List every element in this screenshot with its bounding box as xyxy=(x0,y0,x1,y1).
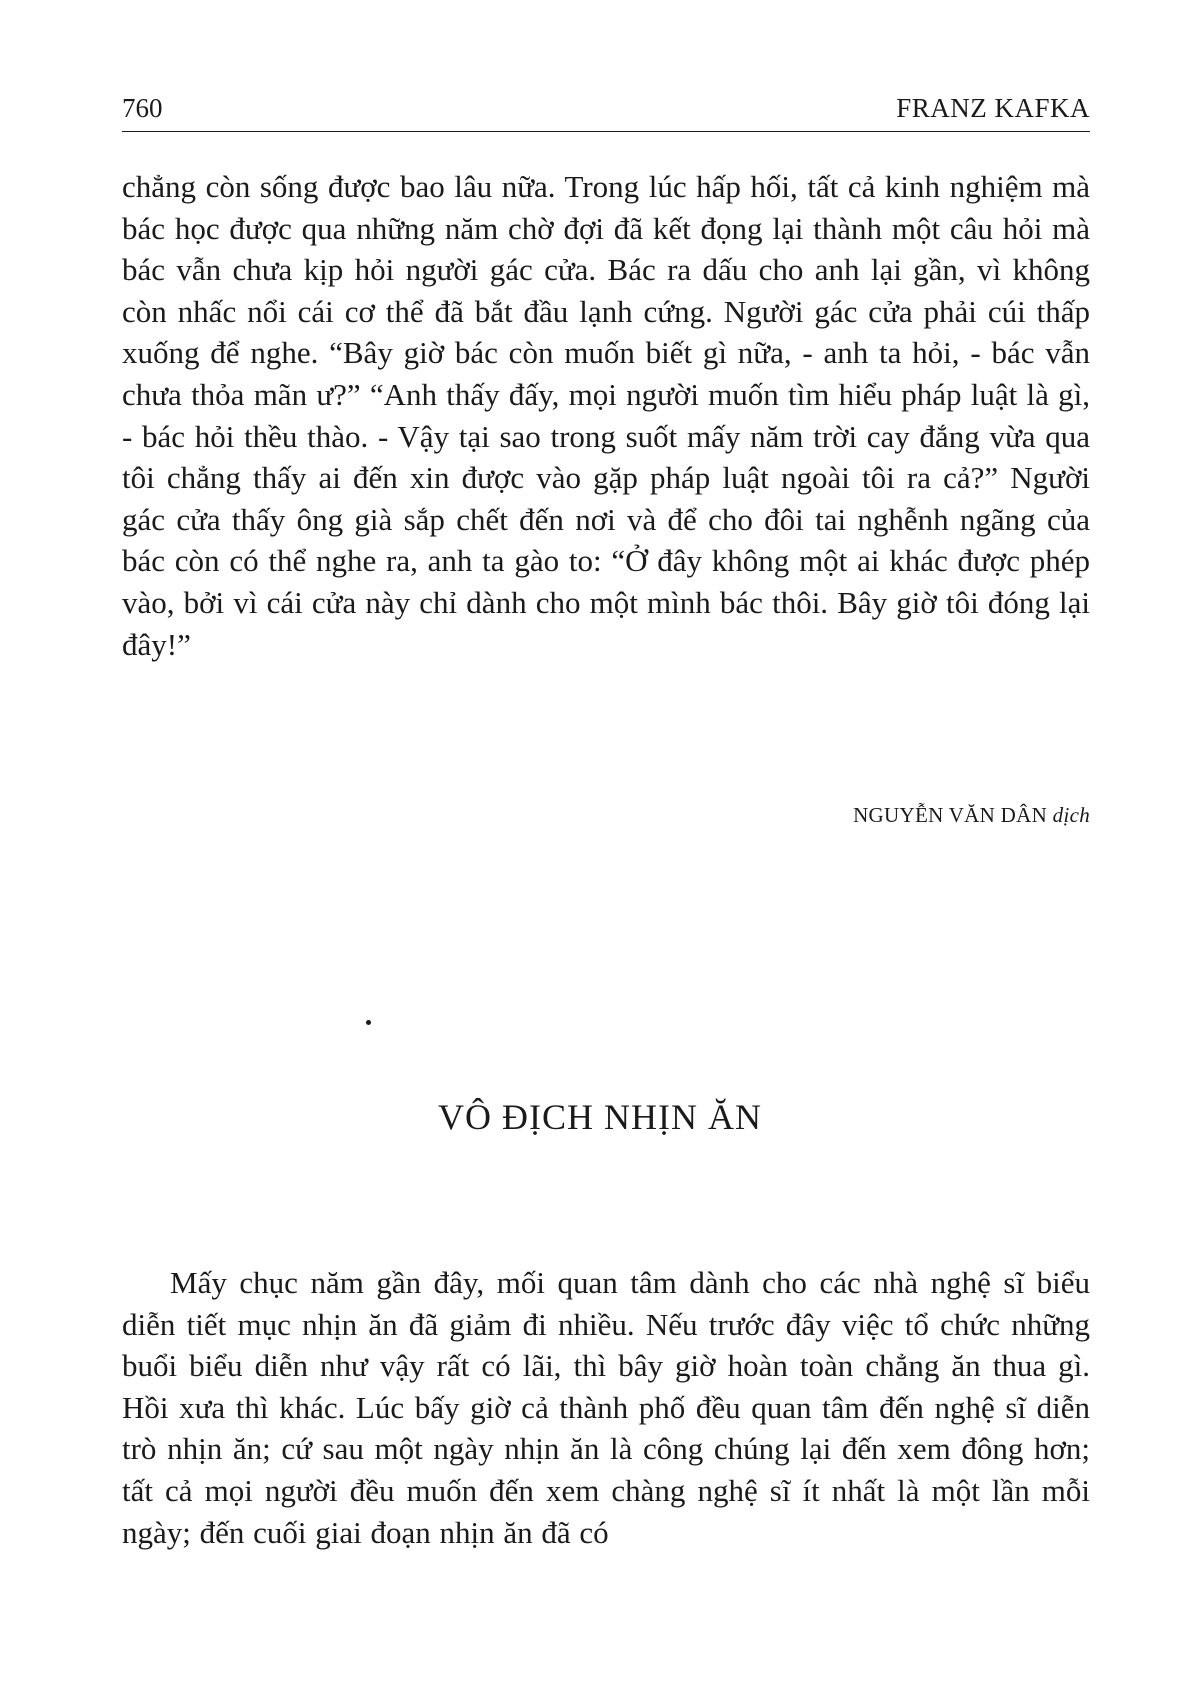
body-paragraph-1: chẳng còn sống được bao lâu nữa. Trong lúc hấp hối, tất cả kinh nghiệm mà bác học được qua những năm chờ đợi đã kết đọng lại thành một câu hỏi mà bác vẫn chưa kịp hỏi người gác cửa. Bác ra dấu cho anh lại gần, vì không còn nhấc nổi cái cơ thể đã bắt đầu lạnh cứng. Người gác cửa phải cúi thấp xuống để nghe. “Bây giờ bác còn muốn biết gì nữa, - anh ta hỏi, - bác vẫn chưa thỏa mãn ư?” “Anh thấy đấy, mọi người muốn tìm hiểu pháp luật là gì, - bác hỏi thều thào. - Vậy tại sao trong suốt mấy năm trời cay đắng vừa qua tôi chẳng thấy ai đến xin được vào gặp pháp luật ngoài tôi ra cả?” Người gác cửa thấy ông già sắp chết đến nơi và để cho đôi tai nghễnh ngãng của bác còn có thể nghe ra, anh ta gào to: “Ở đây không một ai khác được phép vào, bởi vì cái cửa này chỉ dành cho một mình bác thôi. Bây giờ tôi đóng lại đây!” xyxy=(122,169,1090,662)
body-paragraph-2: Mấy chục năm gần đây, mối quan tâm dành cho các nhà nghệ sĩ biểu diễn tiết mục nhịn ăn đã giảm đi nhiều. Nếu trước đây việc tổ chức những buổi biểu diễn như vậy rất có lãi, thì bây giờ hoàn toàn chẳng ăn thua gì. Hồi xưa thì khác. Lúc bấy giờ cả thành phố đều quan tâm đến nghệ sĩ diễn trò nhịn ăn; cứ sau một ngày nhịn ăn là công chúng lại đến xem đông hơn; tất cả mọi người đều muốn đến xem chàng nghệ sĩ ít nhất là một lần mỗi ngày; đến cuối giai đoạn nhịn ăn đã có xyxy=(122,1265,1090,1550)
translator-role: dịch xyxy=(1052,803,1090,827)
page-number: 760 xyxy=(122,93,163,123)
translator-name: NGUYỄN VĂN DÂN xyxy=(853,803,1048,827)
story-title: VÔ ĐỊCH NHỊN ĂN xyxy=(438,1097,762,1137)
header-rule xyxy=(122,131,1090,132)
running-title: FRANZ KAFKA xyxy=(896,93,1090,123)
translator-credit xyxy=(853,801,1090,829)
ornament-dot xyxy=(366,1020,371,1025)
page-header xyxy=(122,88,1090,128)
